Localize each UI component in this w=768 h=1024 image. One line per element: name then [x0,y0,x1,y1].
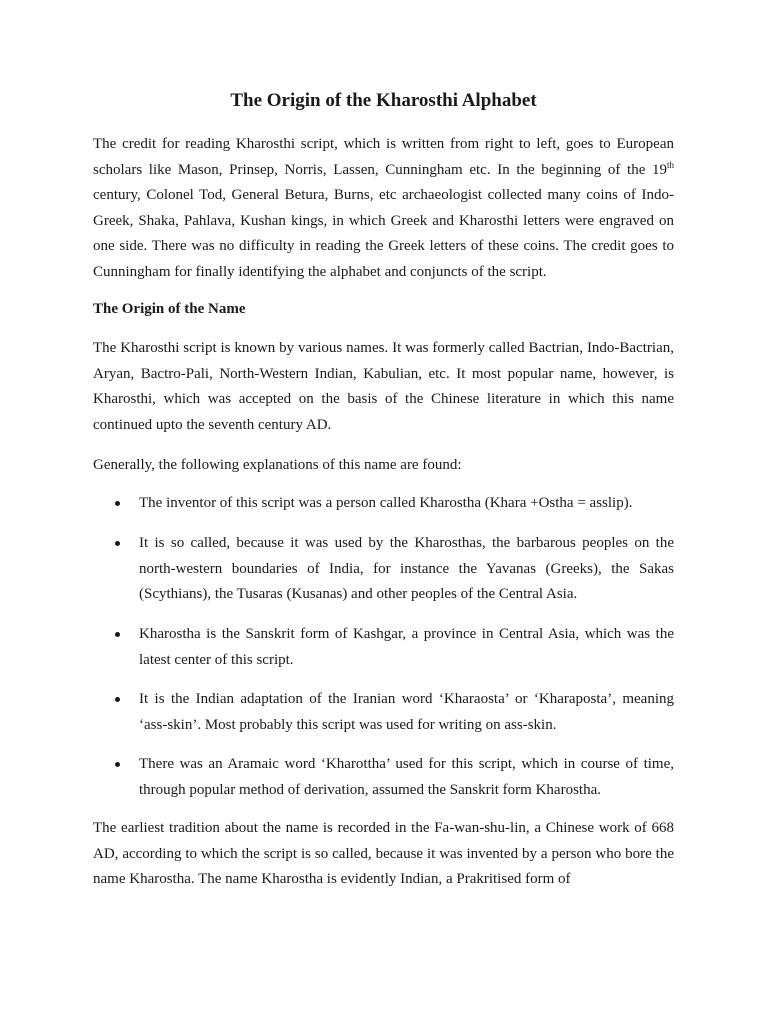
ordinal-superscript: th [666,159,674,170]
bullet-icon [115,632,120,637]
list-item-text: There was an Aramaic word ‘Kharottha’ used for this script, which in course of time, through popular method of derivation, assumed the Sanskrit form Kharostha. [139,756,674,798]
section-heading: The Origin of the Name [93,301,246,317]
bullet-icon [115,541,120,546]
intro-text-start: The credit for reading Kharosthi script, which is written from right to left, goes to European scholars like Mason, Prinsep, Norris, Lassen, Cunningham etc. In the beginning of the 19 [93,136,674,178]
names-paragraph: The Kharosthi script is known by various names. It was formerly called Bactrian, Indo-Bactrian, Aryan, Bactro-Pali, North-Western Indian, Kabulian, etc. It most popular name, however, is Kharosthi, which was accepted on the basis of the Chinese literature in which this name continued upto the seventh century AD. [93,340,674,433]
list-item-text: Kharostha is the Sanskrit form of Kashgar, a province in Central Asia, which was the latest center of this script. [139,626,674,668]
closing-paragraph: The earliest tradition about the name is recorded in the Fa-wan-shu-lin, a Chinese work of 668 AD, according to which the script is so called, because it was invented by a person who bore the name Kharostha. The name Kharostha is evidently Indian, a Prakritised form of [93,820,674,888]
bullet-icon [115,501,120,506]
document-title: The Origin of the Kharosthi Alphabet [230,90,537,111]
explanations-intro: Generally, the following explanations of this name are found: [93,457,462,473]
intro-text-end: century, Colonel Tod, General Betura, Burns, etc archaeologist collected many coins of Indo-Greek, Shaka, Pahlava, Kushan kings, in which Greek and Kharosthi letters were engraved on one side. There was no difficulty in reading the Greek letters of these coins. The credit goes to Cunningham for finally identifying the alphabet and conjuncts of the script. [93,187,674,280]
list-item-text: It is so called, because it was used by the Kharosthas, the barbarous peoples on the north-western boundaries of India, for instance the Yavanas (Greeks), the Sakas (Scythians), the Tusaras (Kusanas) and other peoples of the Central Asia. [139,535,674,603]
list-item-text: It is the Indian adaptation of the Iranian word ‘Kharaosta’ or ‘Kharaposta’, meaning ‘ass-skin’. Most probably this script was used for writing on ass-skin. [139,691,674,733]
list-item-text: The inventor of this script was a person called Kharostha (Khara +Ostha = asslip). [139,495,633,511]
intro-paragraph [93,132,674,286]
bullet-icon [115,697,120,702]
bullet-icon [115,762,120,767]
